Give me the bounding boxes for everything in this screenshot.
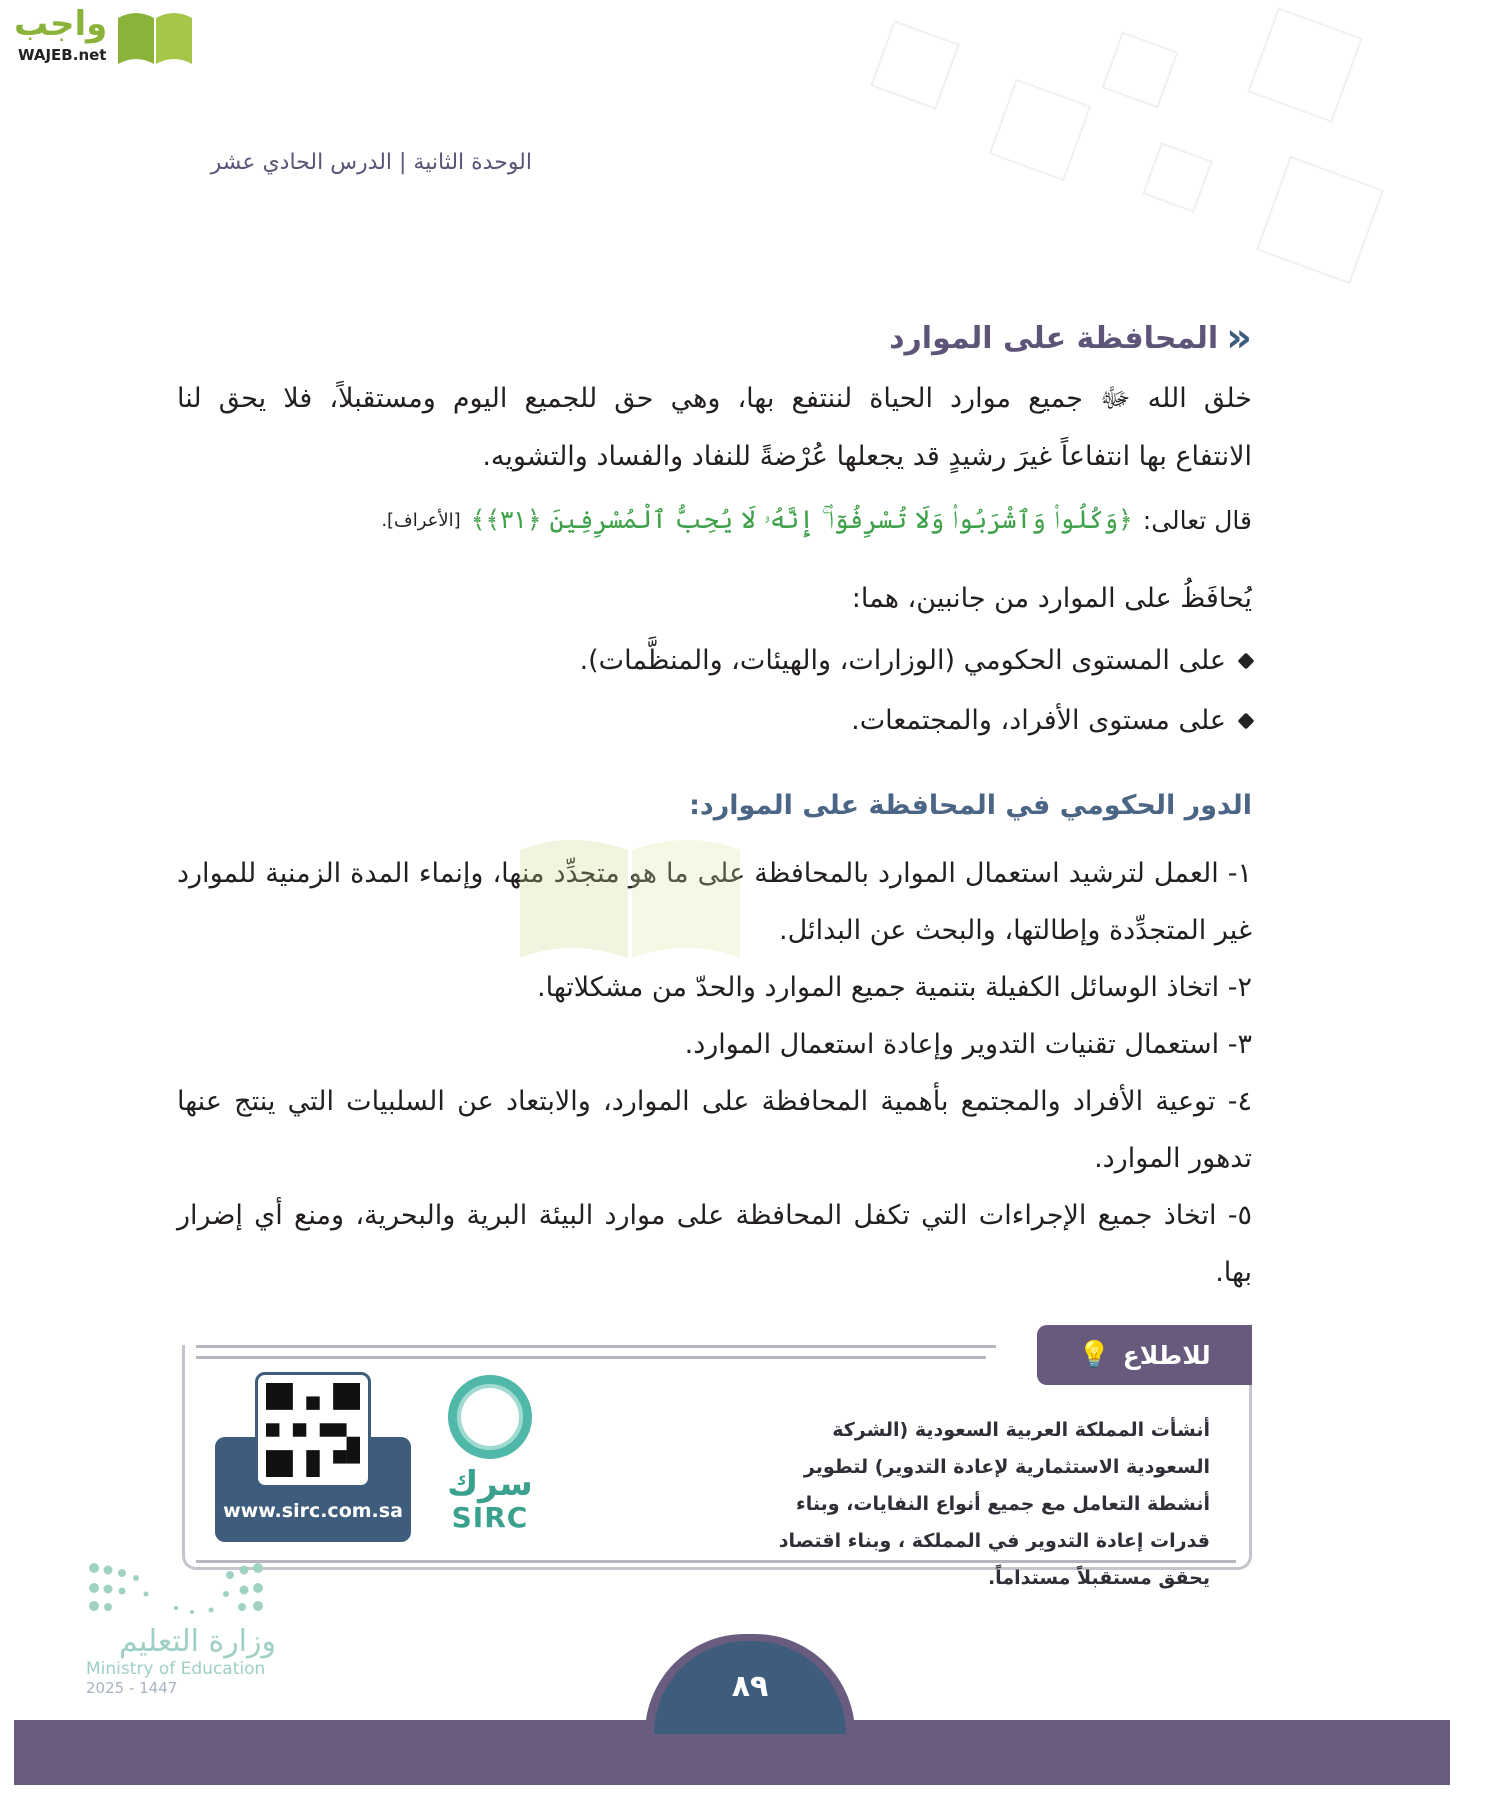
chevron-icon: « [1226,315,1252,361]
list-item: ٣- استعمال تقنيات التدوير وإعادة استعمال الموارد. [684,1029,1252,1060]
info-tag: للاطلاع 💡 [1037,1325,1252,1385]
wajeb-logo[interactable]: واجب WAJEB.net [8,4,193,68]
subheading: الدور الحكومي في المحافظة على الموارد: [689,790,1252,821]
section-title: « المحافظة على الموارد [889,315,1252,361]
divider [196,1345,996,1348]
list-item: على المستوى الحكومي (الوزارات، والهيئات، والمنظَّمات). [580,645,1252,676]
page-number: ٨٩ [654,1641,846,1734]
sirc-website-link[interactable]: www.sirc.com.sa [223,1500,403,1522]
ring-icon [448,1375,532,1459]
list-item: ١- العمل لترشيد استعمال الموارد بالمحافظة على ما هو متجدِّد منها، وإنماء المدة الزمنية للموارد غير المتجدِّدة وإطالتها، والبحث عن البدائل. [177,858,1252,946]
divider [196,1356,986,1359]
list-item: ٤- توعية الأفراد والمجتمع بأهمية المحافظة على الموارد، والابتعاد عن السلبيات التي ينتج عنها تدهور الموارد. [177,1086,1252,1174]
aspects-intro: يُحافَظُ على الموارد من جانبين، هما: [851,583,1252,614]
sirc-logo: سرك SIRC [430,1375,550,1540]
list-item: ٢- اتخاذ الوسائل الكفيلة بتنمية جميع الموارد والحدّ من مشكلاتها. [537,972,1252,1003]
book-icon [116,8,194,66]
breadcrumb: الوحدة الثانية | الدرس الحادي عشر [210,150,532,175]
ministry-logo: وزارة التعليم Ministry of Education 2025 - 1447 [86,1560,276,1697]
info-text: أنشأت المملكة العربية السعودية (الشركة السعودية الاستثمارية لإعادة التدوير) لتطوير أنشطة التعامل مع جميع أنواع النفايات، وبناء قدرات إعادة التدوير في المملكة ، وبناء اقتصاد يحقق مستقبلاً مستداماً. [778,1419,1210,1589]
qr-code[interactable] [255,1372,371,1488]
dots-icon [86,1560,266,1620]
qr-code-icon [266,1383,360,1477]
lightbulb-icon: 💡 [1078,1340,1111,1370]
list-item: على مستوى الأفراد، والمجتمعات. [851,705,1252,736]
page-number-badge [645,1634,855,1734]
gov-role-list [177,845,1252,1301]
bullet-icon [1238,712,1255,729]
list-item: ٥- اتخاذ جميع الإجراءات التي تكفل المحافظة على موارد البيئة البرية والبحرية، ومنع أي إضرار بها. [177,1200,1252,1288]
bullet-icon [1238,652,1255,669]
quran-verse: قال تعالى: ﴿وَكُلُوا۟ وَٱشْرَبُوا۟ وَلَا تُسْرِفُوٓا۟ ۚ إِنَّهُۥ لَا يُحِبُّ ٱلْمُسْرِفِينَ ﴿٣١﴾﴾ [الأعراف]. [381,505,1252,535]
intro-paragraph: خلق الله ﷻ جميع موارد الحياة لننتفع بها، وهي حق للجميع اليوم ومستقبلاً، فلا يحق لنا الانتفاع بها انتفاعاً غيرَ رشيدٍ قد يجعلها عُرْضةً للنفاد والفساد والتشويه. [177,383,1252,472]
